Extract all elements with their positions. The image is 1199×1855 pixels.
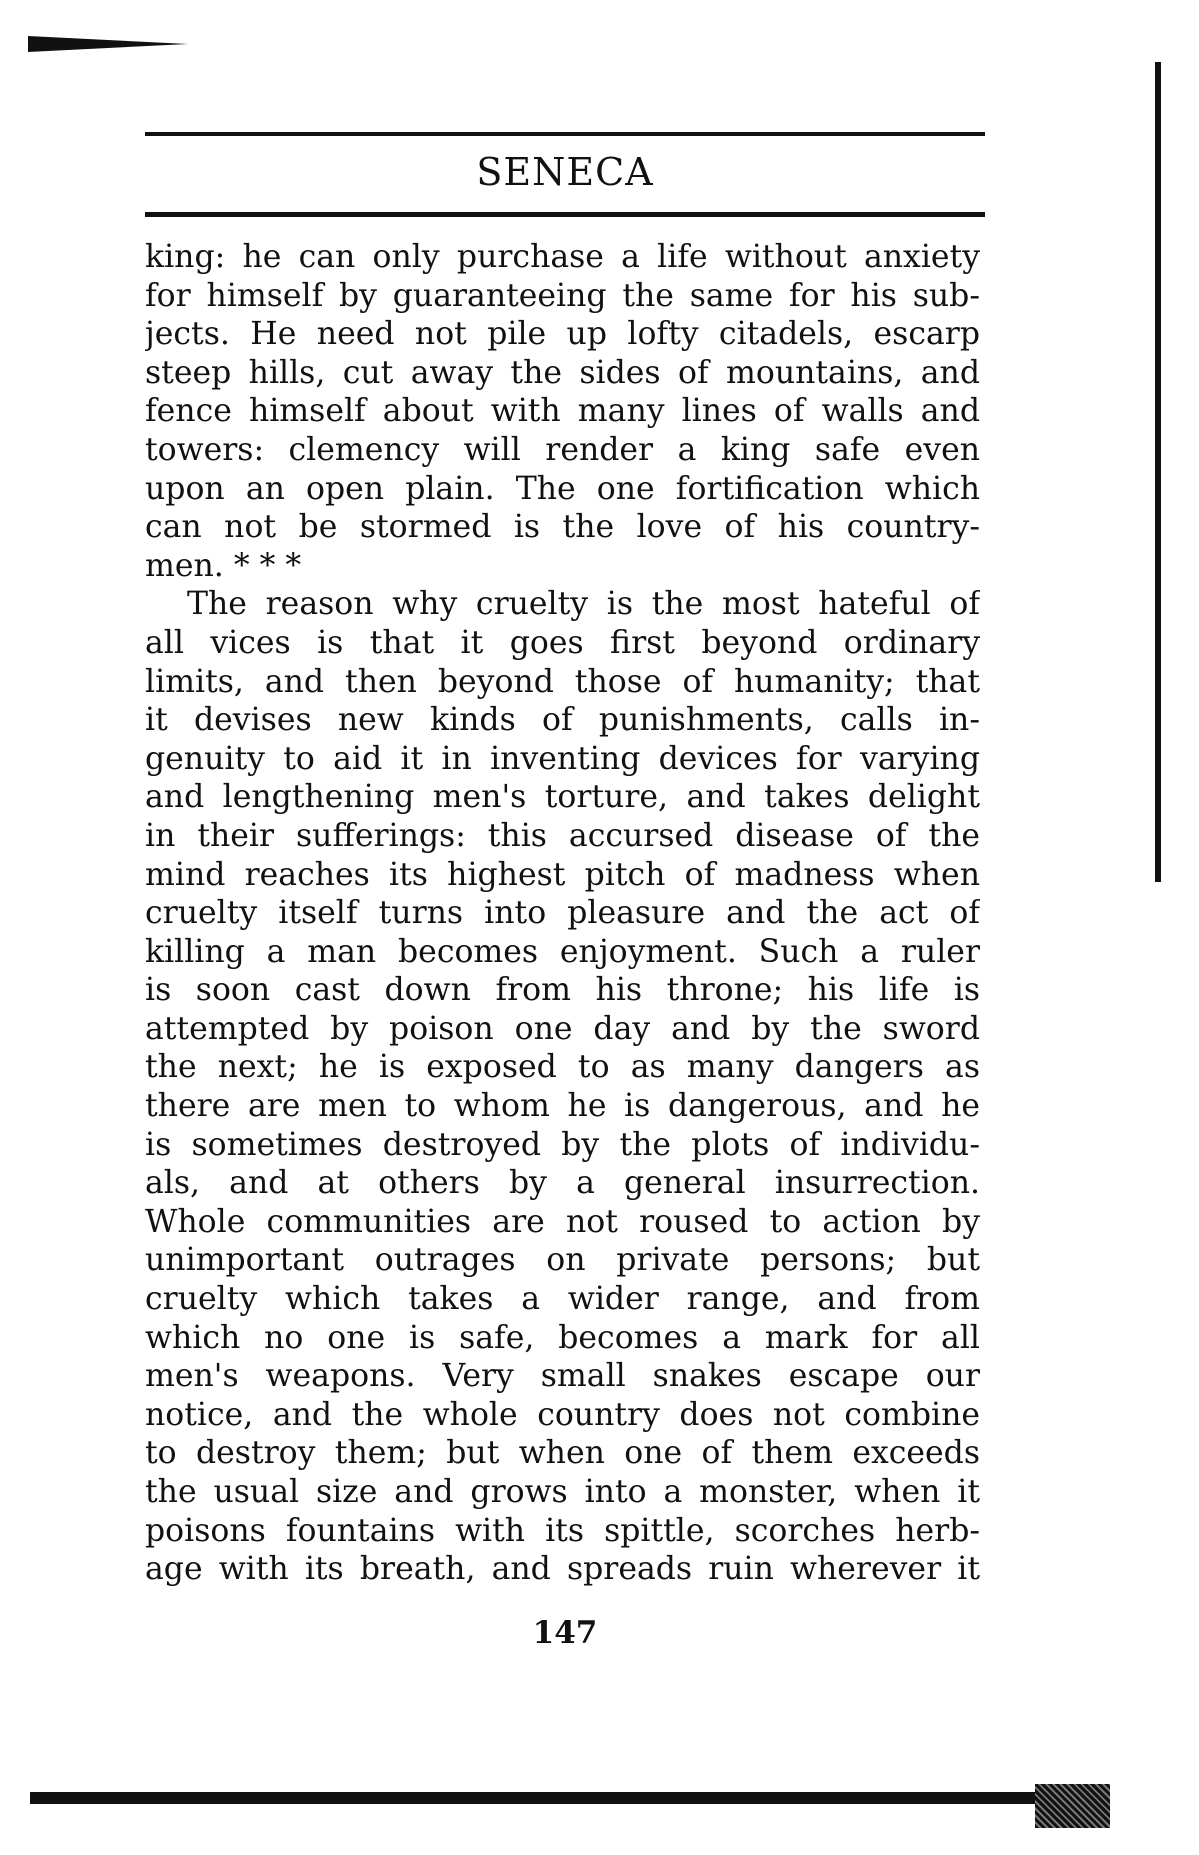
- text-line: cruelty which takes a wider range, and from: [145, 1281, 980, 1318]
- right-edge-rule: [1155, 62, 1161, 882]
- text-line: and lengthening men's torture, and takes delight: [145, 779, 980, 816]
- text-line: killing a man becomes enjoyment. Such a ruler: [145, 933, 980, 970]
- top-rule: [145, 132, 985, 136]
- text-line: is sometimes destroyed by the plots of individu-: [145, 1126, 980, 1163]
- text-line: all vices is that it goes first beyond ordinary: [145, 624, 980, 661]
- running-header: SENECA: [476, 150, 654, 194]
- text-line: there are men to whom he is dangerous, and he: [145, 1088, 980, 1125]
- text-line: unimportant outrages on private persons; but: [145, 1242, 980, 1279]
- text-line: the usual size and grows into a monster, when it: [145, 1474, 980, 1510]
- text-line: towers: clemency will render a king safe even: [145, 431, 980, 468]
- text-line: attempted by poison one day and by the sword: [145, 1010, 980, 1047]
- text-line: for himself by guaranteeing the same for his sub-: [145, 277, 980, 314]
- text-line: Whole communities are not roused to action by: [145, 1203, 980, 1240]
- scan-artifact-block: [1035, 1784, 1110, 1828]
- text-line: jects. He need not pile up lofty citadels, escarp: [145, 316, 980, 353]
- body-text: [145, 238, 980, 1589]
- text-line: genuity to aid it in inventing devices for varying: [145, 740, 980, 777]
- text-line: king: he can only purchase a life without anxiety: [145, 239, 980, 275]
- corner-arrow-mark: [28, 34, 188, 54]
- header-rule: [145, 212, 985, 217]
- text-line: men. * * *: [145, 547, 302, 584]
- text-line: is soon cast down from his throne; his life is: [145, 972, 980, 1009]
- text-line: upon an open plain. The one fortification which: [145, 470, 980, 507]
- text-line: age with its breath, and spreads ruin wherever it: [145, 1551, 980, 1588]
- text-line: cruelty itself turns into pleasure and the act of: [145, 895, 980, 932]
- text-line: men's weapons. Very small snakes escape our: [145, 1358, 980, 1395]
- text-line: in their sufferings: this accursed disease of the: [145, 817, 980, 854]
- text-line: to destroy them; but when one of them exceeds: [145, 1435, 980, 1472]
- bottom-rule: [30, 1792, 1035, 1804]
- text-line: the next; he is exposed to as many dangers as: [145, 1049, 980, 1086]
- text-line: fence himself about with many lines of walls and: [145, 393, 980, 430]
- text-line: can not be stormed is the love of his country-: [145, 509, 980, 546]
- text-line: it devises new kinds of punishments, calls in-: [145, 702, 980, 739]
- text-line: mind reaches its highest pitch of madness when: [145, 856, 980, 893]
- text-line: poisons fountains with its spittle, scorches herb-: [145, 1512, 980, 1549]
- text-line: which no one is safe, becomes a mark for all: [145, 1319, 980, 1356]
- paragraph-start-line: The reason why cruelty is the most hateful of: [187, 586, 980, 623]
- text-line: als, and at others by a general insurrection.: [145, 1165, 980, 1202]
- text-line: limits, and then beyond those of humanity; that: [145, 663, 980, 700]
- text-line: steep hills, cut away the sides of mountains, and: [145, 354, 980, 391]
- page-number: 147: [532, 1615, 598, 1651]
- text-line: notice, and the whole country does not combine: [145, 1396, 980, 1433]
